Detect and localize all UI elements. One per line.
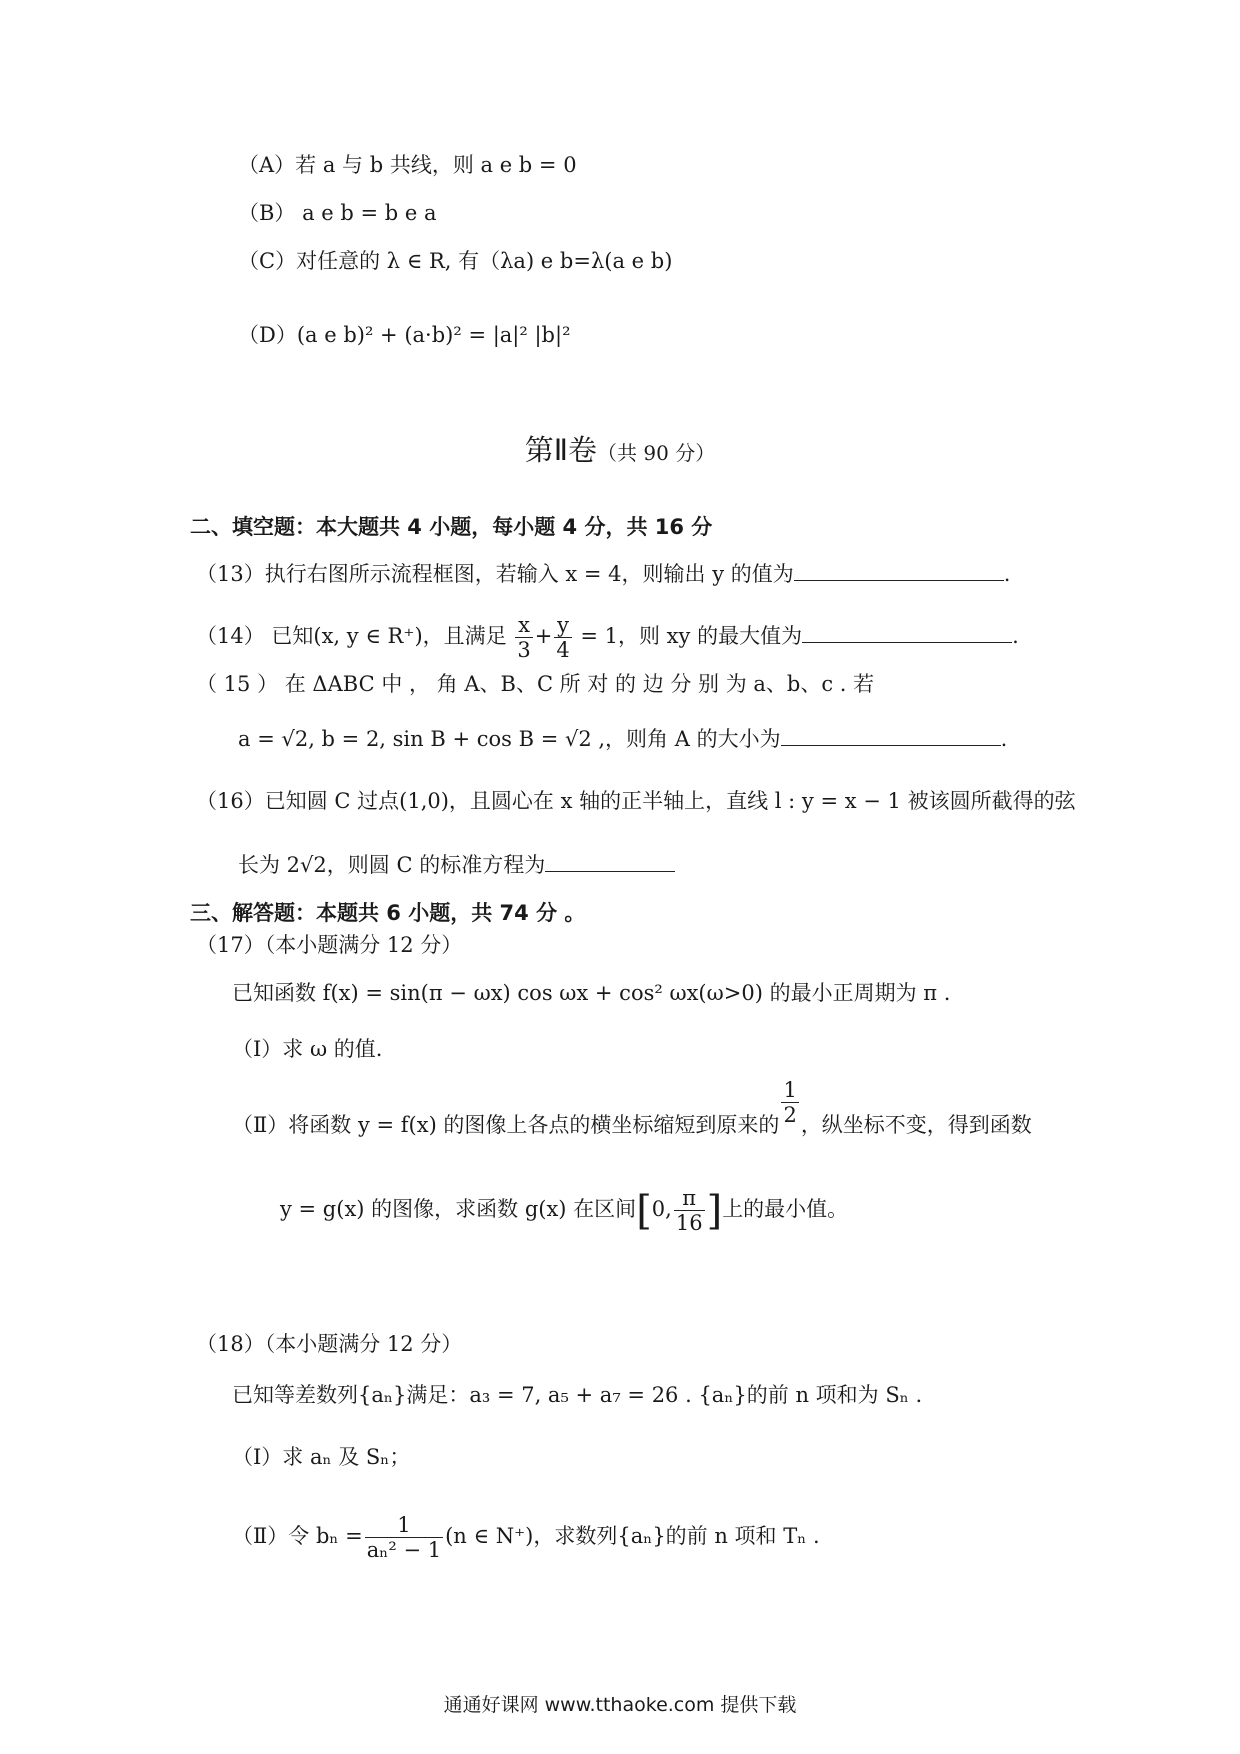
q17-part-2-cont-text-a: y = g(x) 的图像，求函数 g(x) 在区间 (280, 1197, 637, 1221)
section-title-main: 第Ⅱ卷 (524, 433, 598, 467)
q18-body: 已知等差数列{aₙ}满足：a₃ = 7, a₅ + a₇ = 26 . {aₙ}的前 n 项和为 Sₙ . (232, 1383, 923, 1407)
q18-part-2-text-a: （Ⅱ）令 bₙ = (232, 1524, 363, 1548)
plus-sign: + (534, 624, 553, 648)
fraction-one-half: $\frac{1}{2}$ (783, 1078, 797, 1127)
interval-zero: 0, (651, 1197, 672, 1221)
question-14-text-b: = 1，则 xy 的最大值为 (580, 624, 803, 648)
question-13: （13）执行右图所示流程框图，若输入 x = 4，则输出 y 的值为 . (196, 562, 1011, 586)
q17-part-2-text-a: （Ⅱ）将函数 y = f(x) 的图像上各点的横坐标缩短到原来的 (232, 1113, 780, 1137)
q17-part-2-cont (280, 1177, 848, 1241)
option-d: （D）(a e b)² + (a·b)² = |a|² |b|² (238, 323, 571, 347)
left-bracket: [ (636, 1187, 652, 1234)
fraction-pi-over-16: $\frac{\pi}{16}$ (675, 1186, 703, 1235)
section-title-sub: （共 90 分） (597, 441, 716, 465)
question-14-text-a: （14） 已知(x, y ∈ R⁺)，且满足 (196, 624, 507, 648)
option-a: （A）若 a 与 b 共线，则 a e b = 0 (238, 153, 577, 177)
q18-part-1: （Ⅰ）求 aₙ 及 Sₙ； (232, 1445, 411, 1469)
question-15-line-1: （ 15 ） 在 ΔABC 中 ， 角 A、B、C 所 对 的 边 分 别 为 a、b、c . 若 (196, 672, 875, 696)
fraction-x-over-3: $\frac{x}{3}$ (517, 613, 531, 662)
option-c: （C）对任意的 λ ∈ R, 有（λa) e b=λ(a e b) (238, 249, 673, 273)
fill-in-heading: 二、填空题：本大题共 4 小题，每小题 4 分，共 16 分 (190, 515, 713, 539)
q17-part-1: （Ⅰ）求 ω 的值. (232, 1037, 383, 1061)
q18-part-2 (232, 1508, 820, 1564)
answer-blank-13[interactable] (794, 560, 1004, 581)
fraction-y-over-4: $\frac{y}{4}$ (556, 613, 570, 662)
q17-part-2-cont-text-b: 上的最小值。 (722, 1197, 849, 1221)
question-15-text: a = √2, b = 2, sin B + cos B = √2 ,，则角 A 的大小为 (238, 727, 781, 751)
option-b: （B） a e b = b e a (238, 201, 437, 225)
q18-part-2-text-b: (n ∈ N⁺)，求数列{aₙ}的前 n 项和 Tₙ . (445, 1524, 820, 1548)
q18-head: （18）（本小题满分 12 分） (196, 1332, 463, 1356)
q17-head: （17）（本小题满分 12 分） (196, 933, 463, 957)
q17-part-2-text-b: ，纵坐标不变，得到函数 (800, 1113, 1032, 1137)
fraction-bn: $\frac{1}{\text{aₙ² − 1}}$ (366, 1513, 442, 1562)
question-16-line-1: （16）已知圆 C 过点(1,0)，且圆心在 x 轴的正半轴上，直线 l : y = x − 1 被该圆所截得的弦 (196, 789, 1076, 813)
q17-part-2 (232, 1078, 1032, 1149)
question-15-line-2: a = √2, b = 2, sin B + cos B = √2 ,，则角 A 的大小为 . (238, 727, 1008, 751)
answer-blank-16[interactable] (545, 851, 675, 872)
question-13-text: （13）执行右图所示流程框图，若输入 x = 4，则输出 y 的值为 (196, 562, 794, 586)
solve-heading: 三、解答题：本题共 6 小题，共 74 分 。 (190, 901, 586, 925)
right-bracket: ] (706, 1187, 723, 1234)
question-16-line-2 (238, 850, 675, 880)
answer-blank-15[interactable] (781, 725, 1001, 746)
page-footer: 通通好课网 www.tthaoke.com 提供下载 (443, 1694, 797, 1716)
section-title (0, 428, 1240, 469)
q17-body: 已知函数 f(x) = sin(π − ωx) cos ωx + cos² ωx(ω>0) 的最小正周期为 π . (232, 981, 951, 1005)
question-14: （14） 已知(x, y ∈ R⁺)，且满足 $\frac{x}{3}$ + $\frac{y}{4}$ = 1，则 xy 的最大值为 . (196, 613, 1019, 662)
question-16-text: 长为 2√2，则圆 C 的标准方程为 (238, 853, 546, 877)
answer-blank-14[interactable] (802, 622, 1012, 643)
